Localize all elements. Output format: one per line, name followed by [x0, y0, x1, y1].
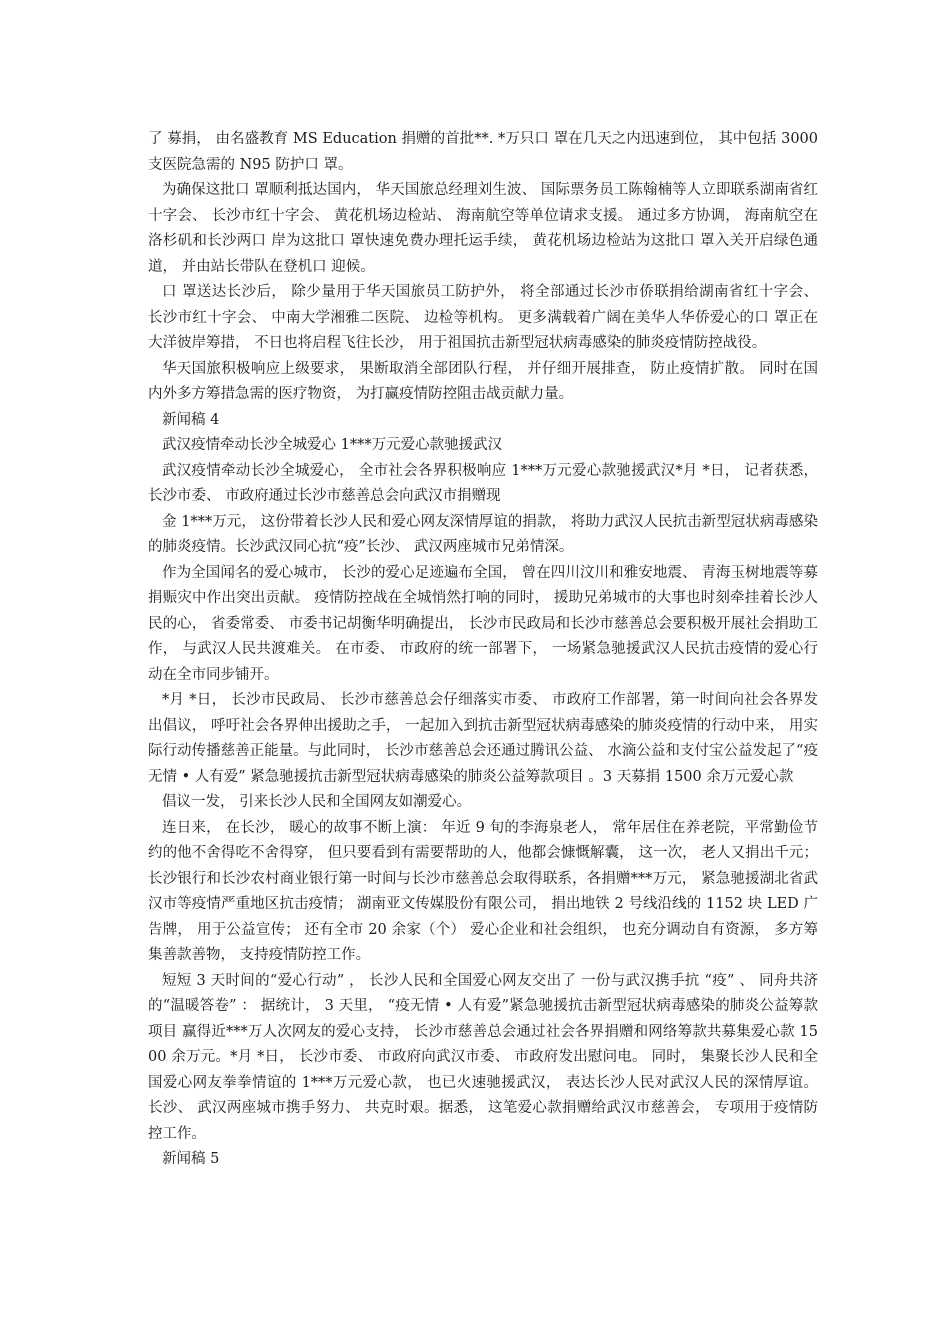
paragraph: 倡议一发， 引来长沙人民和全国网友如潮爱心。	[162, 794, 472, 810]
paragraph: 武汉疫情牵动长沙全城爱心， 全市社会各界积极响应 1***万元爱心款驰援武汉*月 *日， 记者获悉， 长沙市委、 市政府通过长沙市慈善总会向武汉市捐赠现	[148, 462, 818, 504]
paragraph: 华天国旅积极响应上级要求， 果断取消全部团队行程， 并仔细开展排查， 防止疫情扩散。 同时在国内外多方筹措急需的医疗物资， 为打赢疫情防控阻击战贡献力量。	[148, 360, 818, 402]
article-title: 武汉疫情牵动长沙全城爱心 1***万元爱心款驰援武汉	[162, 437, 503, 453]
paragraph: 作为全国闻名的爱心城市， 长沙的爱心足迹遍布全国， 曾在四川汶川和雅安地震、 青海玉树地震等募捐赈灾中作出突出贡献。 疫情防控战在全城悄然打响的同时， 援助兄弟城市的大事也时刻牵挂着长沙人民的心， 省委常委、 市委书记胡衡华明确提出， 长沙市民政局和长沙市慈善总会要积极开展社会捐助工作， 与武汉人民共渡难关。 在市委、 市政府的统一部署下， 一场紧急驰援武汉人民抗击疫情的爱心行动在全市同步铺开。	[148, 564, 818, 683]
paragraph: 连日来， 在长沙， 暖心的故事不断上演： 年近 9 旬的李海泉老人， 常年居住在养老院，平常勤俭节约的他不舍得吃不舍得穿， 但只要看到有需要帮助的人，他都会慷慨解囊， 这一次， 老人又捐出千元； 长沙银行和长沙农村商业银行第一时间与长沙市慈善总会取得联系，各捐赠***万元， 紧急驰援湖北省武汉市等疫情严重地区抗击疫情； 湖南亚文传媒股份有限公司， 捐出地铁 2 号线沿线的 1152 块 LED 广告牌， 用于公益宣传； 还有全市 20 余家（个） 爱心企业和社会组织， 也充分调动自有资源， 多方筹集善款善物， 支持疫情防控工作。	[148, 819, 818, 963]
paragraph: 金 1***万元， 这份带着长沙人民和爱心网友深情厚谊的捐款， 将助力武汉人民抗击新型冠状病毒感染的肺炎疫情。长沙武汉同心抗“疫”长沙、 武汉两座城市兄弟情深。	[148, 513, 818, 555]
paragraph: 短短 3 天时间的“爱心行动” ， 长沙人民和全国爱心网友交出了 一份与武汉携手抗 “疫” 、 同舟共济的“温暖答卷” ： 据统计， 3 天里， “疫无情 • 人有爱”紧急驰援抗击新型冠状病毒感染的肺炎公益筹款项目 赢得近***万人次网友的爱心支持， 长沙市慈善总会通过社会各界捐赠和网络筹款共募集爱心款 1500 余万元。*月 *日， 长沙市委、 市政府向武汉市委、 市政府发出慰问电。 同时， 集聚长沙人民和全国爱心网友拳拳情谊的 1***万元爱心款， 也已火速驰援武汉， 表达长沙人民对武汉人民的深情厚谊。 长沙、 武汉两座城市携手努力、 共克时艰。据悉， 这笔爱心款捐赠给武汉市慈善会， 专项用于疫情防控工作。	[148, 972, 818, 1142]
paragraph: 了 募捐， 由名盛教育 MS Education 捐赠的首批**. *万只口 罩在几天之内迅速到位， 其中包括 3000 支医院急需的 N95 防护口 罩。	[148, 131, 818, 173]
news-release-heading: 新闻稿 5	[162, 1151, 220, 1167]
paragraph: 为确保这批口 罩顺利抵达国内， 华天国旅总经理刘生波、 国际票务员工陈翰楠等人立即联系湖南省红十字会、 长沙市红十字会、 黄花机场边检站、 海南航空等单位请求支援。 通过多方协调， 海南航空在洛杉矶和长沙两口 岸为这批口 罩快速免费办理托运手续， 黄花机场边检站为这批口 罩入关开启绿色通道， 并由站长带队在登机口 迎候。	[148, 182, 818, 275]
news-release-heading: 新闻稿 4	[162, 411, 220, 428]
document-body	[148, 127, 818, 1173]
paragraph: 口 罩送达长沙后， 除少量用于华天国旅员工防护外， 将全部通过长沙市侨联捐给湖南省红十字会、 长沙市红十字会、 中南大学湘雅二医院、 边检等机构。 更多满载着广阔在美华人华侨爱心的口 罩正在大洋彼岸筹措， 不日也将启程飞往长沙， 用于祖国抗击新型冠状病毒感染的肺炎疫情防控战役。	[148, 284, 818, 351]
paragraph: *月 *日， 长沙市民政局、 长沙市慈善总会仔细落实市委、 市政府工作部署，第一时间向社会各界发出倡议， 呼吁社会各界伸出援助之手， 一起加入到抗击新型冠状病毒感染的肺炎疫情的行动中来， 用实际行动传播慈善正能量。与此同时， 长沙市慈善总会还通过腾讯公益、 水滴公益和支付宝公益发起了“疫无情 • 人有爱” 紧急驰援抗击新型冠状病毒感染的肺炎公益筹款项目 。3 天募捐 1500 余万元爱心款	[148, 692, 818, 785]
